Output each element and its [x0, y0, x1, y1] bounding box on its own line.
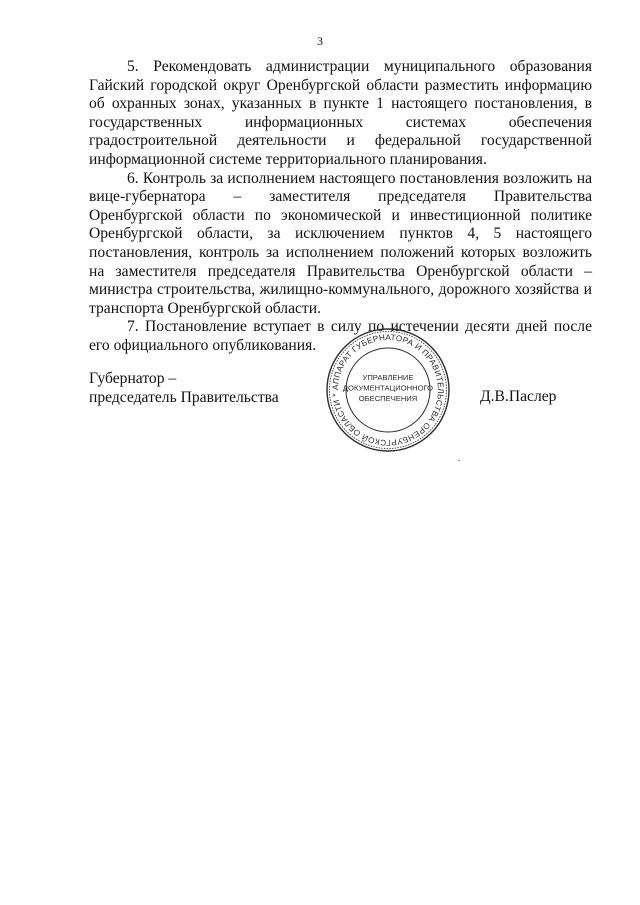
- scan-speck: [458, 460, 460, 461]
- paragraph-7: 7. Постановление вступает в силу по истечении десяти дней после его официального опубликования.: [89, 318, 592, 354]
- signatory-title-line-1: Губернатор –: [89, 370, 177, 387]
- signatory-title-line-2: председатель Правительства: [89, 388, 279, 406]
- official-seal-stamp: [325, 327, 451, 453]
- signatory-title: [89, 370, 279, 407]
- signatory-name: Д.В.Паслер: [480, 388, 557, 405]
- paragraph-6: 6. Контроль за исполнением настоящего постановления возложить на вице-губернатора – заместителя председателя Правительства Оренбургской области по экономической и инвестиционной политике Оренбургской области, за исключением пунктов 4, 5 настоящего постановления, контроль за исполнением положений которых возложить на заместителя председателя Правительства Оренбургской области – министра строительства, жилищно-коммунального, дорожного хозяйства и транспорта Оренбургской области.: [89, 169, 592, 317]
- seal-inner-line-1: УПРАВЛЕНИЕ: [362, 373, 414, 382]
- seal-inner-line-3: ОБЕСПЕЧЕНИЯ: [358, 394, 418, 403]
- seal-inner-line-2: ДОКУМЕНТАЦИОННОГО: [342, 383, 434, 393]
- document-body: [89, 58, 592, 356]
- paragraph-5: 5. Рекомендовать администрации муниципального образования Гайский городской округ Оренбургской области разместить информацию об охранных зонах, указанных в пункте 1 настоящего постановления, в государственных информационных системах обеспечения градостроительной деятельности и федеральной государственной информационной системе территориального планирования.: [89, 58, 592, 168]
- page-number: 3: [317, 34, 323, 48]
- seal-ring-text-path: АППАРАТ ГУБЕРНАТОРА И ПРАВИТЕЛЬСТВА ОРЕНБУРГСКОЙ ОБЛАСТИ *: [330, 332, 446, 448]
